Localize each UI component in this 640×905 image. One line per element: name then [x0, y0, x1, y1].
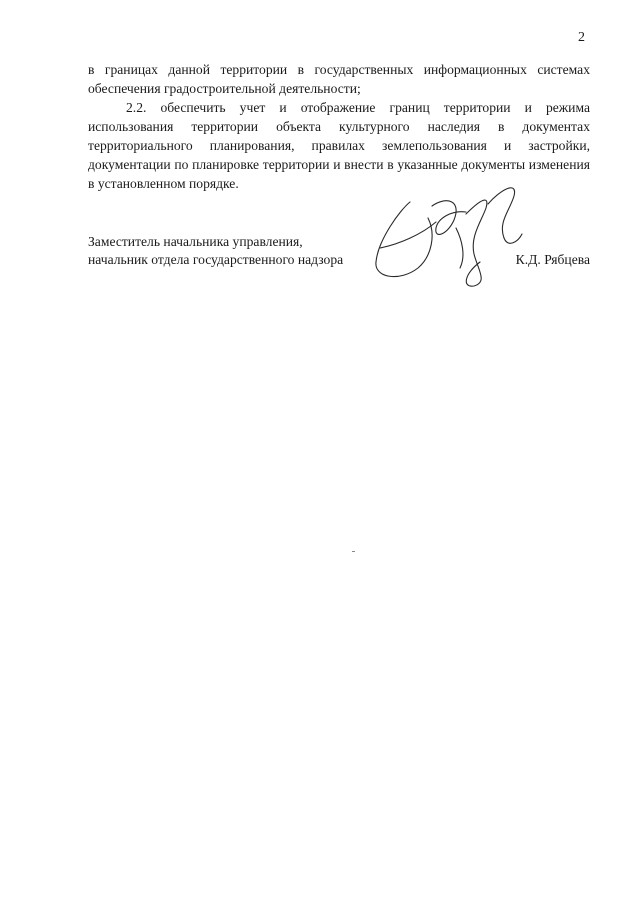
- signer-position-line-2: начальник отдела государственного надзора: [88, 252, 344, 267]
- page-number: 2: [578, 30, 585, 45]
- paragraph-continuation: в границах данной территории в государственных информационных системах обеспечения градостроительной деятельности;: [88, 62, 590, 96]
- scan-speck: [352, 551, 355, 552]
- handwritten-signature: [370, 170, 530, 290]
- paragraph-2-2: 2.2. обеспечить учет и отображение границ территории и режима использования территории объекта культурного наследия в документах территориального планирования, правилах землепользования и застройки, документации по планировке территории и внести в указанные документы изменения в установленном порядке.: [88, 100, 590, 191]
- signer-position-line-1: Заместитель начальника управления,: [88, 234, 303, 249]
- signer-name: К.Д. Рябцева: [515, 252, 590, 267]
